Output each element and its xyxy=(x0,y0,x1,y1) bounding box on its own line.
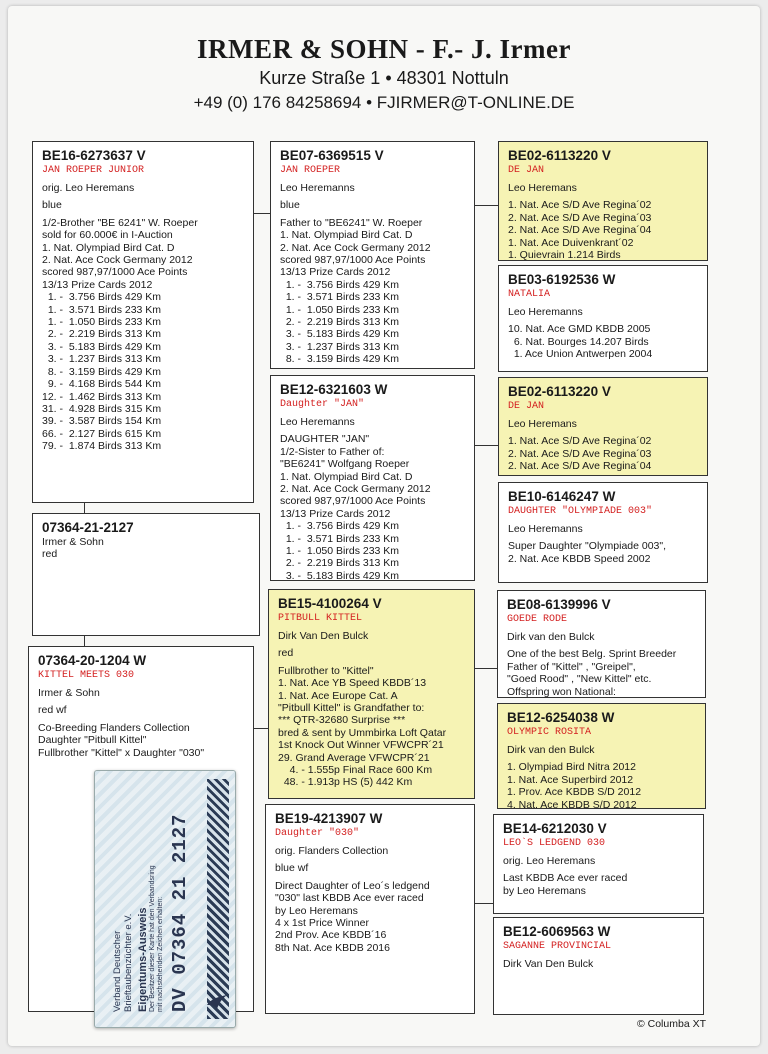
pigeon-details xyxy=(508,306,700,361)
detail-line: 1/2-Sister to Father of: xyxy=(280,445,385,458)
detail-line: 2. - 2.219 Birds 313 Km xyxy=(280,316,400,329)
connector-line xyxy=(474,445,498,446)
detail-line: 1. Nat. Ace Superbird 2012 xyxy=(507,773,634,786)
pigeon-card-subject[interactable] xyxy=(32,141,254,503)
breeder-address: Kurze Straße 1 • 48301 Nottuln xyxy=(259,68,509,88)
detail-line: Dirk Van Den Bulck xyxy=(278,630,369,642)
pigeon-card-dam-dam[interactable] xyxy=(498,482,708,583)
detail-line: 1. Olympiad Bird Nitra 2012 xyxy=(507,761,636,774)
detail-line: scored 987,97/1000 Ace Points xyxy=(280,254,426,267)
detail-line: "BE6241" Wolfgang Roeper xyxy=(280,458,410,471)
detail-line: red xyxy=(278,647,294,660)
detail-line: orig. Flanders Collection xyxy=(275,845,389,857)
card-org-line-2: Brieftaubenzüchter e.V. xyxy=(123,913,134,1012)
pigeon-card-second[interactable] xyxy=(32,513,260,636)
pigeon-card-dam-sire[interactable] xyxy=(498,377,708,476)
detail-line: 4 x 1st Price Winner xyxy=(275,917,369,930)
detail-line: 1. Nat. Olympiad Bird Cat. D xyxy=(280,470,413,483)
detail-line: sold for 60.000€ in I-Auction xyxy=(42,229,173,242)
pigeon-name: JAN ROEPER xyxy=(280,165,341,176)
pigeon-card-sire-sire[interactable] xyxy=(498,141,708,261)
connector-line xyxy=(254,728,268,729)
pigeon-card-dam-dam-2[interactable] xyxy=(493,917,704,1015)
detail-line: Leo Heremanns xyxy=(280,416,355,428)
pigeon-name: NATALIA xyxy=(508,289,551,300)
detail-line: by Leo Heremans xyxy=(503,884,586,897)
ring-number: 07364-20-1204 W xyxy=(38,653,147,668)
pigeon-name: DE JAN xyxy=(508,401,545,412)
detail-line: 2. - 2.219 Birds 313 Km xyxy=(280,557,400,570)
detail-line: 2. Nat. Ace S/D Ave Regina´04 xyxy=(508,460,652,473)
detail-line: 13/13 Prize Cards 2012 xyxy=(42,278,153,291)
detail-line: Fullbrother to "Kittel" xyxy=(278,664,374,677)
detail-line: blue xyxy=(42,199,62,212)
detail-line: 1. - 3.571 Birds 233 Km xyxy=(280,532,400,545)
detail-line: 1. Nat. Ace S/D Ave Regina´02 xyxy=(508,199,652,212)
detail-line: Fullbrother "Kittel" x Daughter "030" xyxy=(38,746,205,759)
detail-line: 2. Nat. Ace S/D Ave Regina´04 xyxy=(508,224,652,237)
detail-line: 1. Nat. Olympiad Bird Cat. D xyxy=(42,241,175,254)
detail-line: Daughter "Pitbull Kittel" xyxy=(38,734,147,747)
pigeon-details xyxy=(280,416,467,581)
pigeon-card-sire-dam[interactable] xyxy=(498,265,708,372)
ring-number: BE02-6113220 V xyxy=(508,148,611,163)
detail-line: 1. - 3.571 Birds 233 Km xyxy=(42,303,162,316)
detail-line: 1. - 3.756 Birds 429 Km xyxy=(280,278,400,291)
detail-line: 1. Nat. Ace YB Speed KBDB´13 xyxy=(278,677,427,690)
detail-line: blue xyxy=(280,199,300,212)
pigeon-icon xyxy=(205,991,229,1015)
detail-line: Father to "BE6241" W. Roeper xyxy=(280,216,423,229)
detail-line: Co-Breeding Flanders Collection xyxy=(38,721,190,734)
detail-line: Leo Heremanns xyxy=(508,523,583,535)
detail-line: 1. - 3.756 Birds 429 Km xyxy=(280,520,400,533)
pigeon-name: GOEDE RODE xyxy=(507,614,568,625)
detail-line: by Leo Heremans xyxy=(275,904,358,917)
detail-line: 13/13 Prize Cards 2012 xyxy=(280,507,391,520)
detail-line: red xyxy=(42,548,58,561)
detail-line: 2. Nat. Ace KBDB Speed 2002 xyxy=(508,552,651,565)
detail-line: Dirk Van Den Bulck xyxy=(503,958,594,970)
detail-line: 2. - 2.219 Birds 313 Km xyxy=(42,328,162,341)
pigeon-details xyxy=(508,523,700,565)
detail-line: orig. Leo Heremans xyxy=(503,855,596,867)
pigeon-details xyxy=(278,630,467,789)
ring-number: BE16-6273637 V xyxy=(42,148,146,163)
detail-line: 10. Nat. Ace GMD KBDB 2005 xyxy=(508,323,651,336)
detail-line: *** QTR-32680 Surprise *** xyxy=(278,714,406,727)
detail-line: 1. Nat. Olympiad Bird Cat. D xyxy=(280,229,413,242)
card-ring-number: DV 07364 21 2127 xyxy=(169,813,191,1012)
pigeon-name: SAGANNE PROVINCIAL xyxy=(503,941,612,952)
detail-line: Super Daughter "Olympiade 003", xyxy=(508,540,667,553)
detail-line: 1. Prov. Ace KBDB S/D 2012 xyxy=(507,786,642,799)
detail-line: 79. - 1.874 Birds 313 Km xyxy=(42,440,162,453)
detail-line: One of the best Belg. Sprint Breeder xyxy=(507,648,677,661)
detail-line: Irmer & Sohn xyxy=(38,687,100,699)
detail-line: 6. Nat. Bourges 14.207 Birds xyxy=(508,335,649,348)
detail-line: Father of "Kittel" , "Greipel", xyxy=(507,660,636,673)
ring-number: BE07-6369515 V xyxy=(280,148,384,163)
detail-line: 1st Knock Out Winner VFWCPR´21 xyxy=(278,739,444,752)
detail-line: 8. - 3.159 Birds 429 Km xyxy=(280,353,400,366)
detail-line: scored 987,97/1000 Ace Points xyxy=(280,495,426,508)
pigeon-card-sire-sire-2[interactable] xyxy=(497,590,706,698)
pigeon-name: JAN ROEPER JUNIOR xyxy=(42,165,145,176)
breeder-contact: +49 (0) 176 84258694 • FJIRMER@T-ONLINE.DE xyxy=(193,93,575,112)
detail-line: blue wf xyxy=(275,862,309,875)
pigeon-card-dam-sire-2[interactable] xyxy=(493,814,704,914)
detail-line: 2. Nat. Ace S/D Ave Regina´03 xyxy=(508,211,652,224)
pigeon-details xyxy=(42,536,252,561)
ring-number: BE03-6192536 W xyxy=(508,272,616,287)
detail-line: 1. - 1.050 Birds 233 Km xyxy=(42,316,162,329)
detail-line: scored 987,97/1000 Ace Points xyxy=(42,266,188,279)
detail-line: 8. - 3.159 Birds 429 Km xyxy=(42,365,162,378)
connector-line xyxy=(474,903,494,904)
detail-line: 1. Ace Union Antwerpen 2004 xyxy=(508,348,653,361)
detail-line: 3. - 5.183 Birds 429 Km xyxy=(280,328,400,341)
detail-line: 31. - 4.928 Birds 315 Km xyxy=(42,402,162,415)
detail-line: Leo Heremans xyxy=(508,418,577,430)
detail-line: 4. - 1.555p Final Race 600 Km xyxy=(278,764,433,777)
detail-line: 2. Nat. Ace Cock Germany 2012 xyxy=(280,241,431,254)
detail-line: Irmer & Sohn xyxy=(42,536,104,548)
ring-number: BE08-6139996 V xyxy=(507,597,611,612)
detail-line: Last KBDB Ace ever raced xyxy=(503,872,628,885)
ring-number: BE02-6113220 V xyxy=(508,384,611,399)
pigeon-details xyxy=(280,182,467,366)
pigeon-details xyxy=(42,182,246,453)
detail-line: 1. Nat. Ace S/D Ave Regina´02 xyxy=(508,435,652,448)
detail-line: DAUGHTER "JAN" xyxy=(280,433,370,446)
detail-line: 3. - 1.237 Birds 313 Km xyxy=(42,353,162,366)
pigeon-details xyxy=(503,855,696,897)
card-note-2: mit nachstehenden Zeichen erhalten: xyxy=(157,896,164,1012)
detail-line: 4. Nat. Ace KBDB S/D 2012 xyxy=(507,798,637,809)
detail-line: 3. - 5.183 Birds 429 Km xyxy=(42,340,162,353)
detail-line: "Goed Rood" , "New Kittel" etc. xyxy=(507,673,652,686)
detail-line: 66. - 2.127 Birds 615 Km xyxy=(42,427,162,440)
card-note-1: Der Besitzer dieser Karte hat den Verbandsring xyxy=(149,865,156,1012)
detail-line: bred & sent by Ummbirka Loft Qatar xyxy=(278,726,447,739)
detail-line: Leo Heremans xyxy=(508,182,577,194)
detail-line: 1. Nat. Ace Duivenkrant´02 xyxy=(508,236,634,249)
detail-line: 2. Nat. Ace Cock Germany 2012 xyxy=(280,483,431,496)
pigeon-name: DE JAN xyxy=(508,165,545,176)
pigeon-details xyxy=(507,744,698,809)
pigeon-name: KITTEL MEETS 030 xyxy=(38,670,135,681)
pigeon-details xyxy=(503,958,696,970)
detail-line: "Pitbull Kittel" is Grandfather to: xyxy=(278,702,425,715)
connector-line xyxy=(84,636,85,646)
detail-line: 1. Quievrain 1.214 Birds xyxy=(508,249,621,261)
pigeon-name: Daughter "030" xyxy=(275,828,360,839)
connector-line xyxy=(254,213,271,214)
pigeon-name: DAUGHTER "OLYMPIADE 003" xyxy=(508,506,653,517)
copyright-text: © Columba XT xyxy=(636,1018,706,1030)
pigeon-details xyxy=(275,845,467,954)
detail-line: 1. Nat. Ace Europe Cat. A xyxy=(278,689,398,702)
detail-line: 2. Nat. Ace Cock Germany 2012 xyxy=(42,254,193,267)
pigeon-card-sire[interactable] xyxy=(270,141,475,369)
card-title: Eigentums-Ausweis xyxy=(137,907,149,1012)
detail-line: Dirk van den Bulck xyxy=(507,744,595,756)
detail-line: 1/2-Brother "BE 6241" W. Roeper xyxy=(42,216,198,229)
detail-line: Dirk van den Bulck xyxy=(507,631,595,643)
detail-line: 2. Nat. Ace S/D Ave Regina´03 xyxy=(508,447,652,460)
ring-number: BE10-6146247 W xyxy=(508,489,616,504)
pigeon-details xyxy=(38,687,246,759)
detail-line: 1. - 1.050 Birds 233 Km xyxy=(280,545,400,558)
detail-line: Direct Daughter of Leo´s ledgend xyxy=(275,879,430,892)
ring-number: BE12-6254038 W xyxy=(507,710,615,725)
detail-line: 8th Nat. Ace KBDB 2016 xyxy=(275,941,390,954)
detail-line: Leo Heremanns xyxy=(508,306,583,318)
pigeon-details xyxy=(508,182,700,261)
detail-line: 48. - 1.913p HS (5) 442 Km xyxy=(278,776,413,789)
detail-line: "030" last KBDB Ace ever raced xyxy=(275,892,424,905)
ring-number: 07364-21-2127 xyxy=(42,520,134,535)
card-org-line-1: Verband Deutscher xyxy=(112,930,123,1012)
detail-line: 39. - 3.587 Birds 154 Km xyxy=(42,415,162,428)
breeder-title: IRMER & SOHN - F.- J. Irmer xyxy=(197,34,571,64)
ring-number: BE14-6212030 V xyxy=(503,821,607,836)
ring-number: BE15-4100264 V xyxy=(278,596,382,611)
pigeon-card-dam[interactable] xyxy=(270,375,475,581)
detail-line: 1. - 3.756 Birds 429 Km xyxy=(42,291,162,304)
detail-line: red wf xyxy=(38,704,67,717)
ring-number: BE12-6321603 W xyxy=(280,382,388,397)
detail-line: 13/13 Prize Cards 2012 xyxy=(280,266,391,279)
detail-line: 3. - 1.237 Birds 313 Km xyxy=(280,340,400,353)
ownership-card xyxy=(94,770,236,1028)
connector-line xyxy=(84,503,85,513)
detail-line: 1. - 3.571 Birds 233 Km xyxy=(280,291,400,304)
pigeon-card-dam-2[interactable] xyxy=(265,804,475,1014)
pigeon-name: LEO`S LEDGEND 030 xyxy=(503,838,606,849)
pigeon-details xyxy=(508,418,700,473)
detail-line: Offspring won National: xyxy=(507,685,616,698)
pigeon-card-sire-2[interactable] xyxy=(268,589,475,799)
detail-line: orig. Leo Heremans xyxy=(42,182,135,194)
detail-line: 29. Grand Average VFWCPR´21 xyxy=(278,751,430,764)
ring-number: BE19-4213907 W xyxy=(275,811,383,826)
detail-line: 3. - 5.183 Birds 429 Km xyxy=(280,569,400,581)
pigeon-name: Daughter "JAN" xyxy=(280,399,365,410)
pigeon-details xyxy=(507,631,698,698)
detail-line: 9. - 4.168 Birds 544 Km xyxy=(42,378,162,391)
pigeon-name: PITBULL KITTEL xyxy=(278,613,363,624)
connector-line xyxy=(474,205,498,206)
detail-line: Leo Heremanns xyxy=(280,182,355,194)
connector-line xyxy=(474,668,498,669)
pigeon-name: OLYMPIC ROSITA xyxy=(507,727,592,738)
detail-line: 12. - 1.462 Birds 313 Km xyxy=(42,390,162,403)
pigeon-card-sire-dam-2[interactable] xyxy=(497,703,706,809)
detail-line: 2nd Prov. Ace KBDB´16 xyxy=(275,929,387,942)
detail-line: 1. - 1.050 Birds 233 Km xyxy=(280,303,400,316)
ring-number: BE12-6069563 W xyxy=(503,924,611,939)
